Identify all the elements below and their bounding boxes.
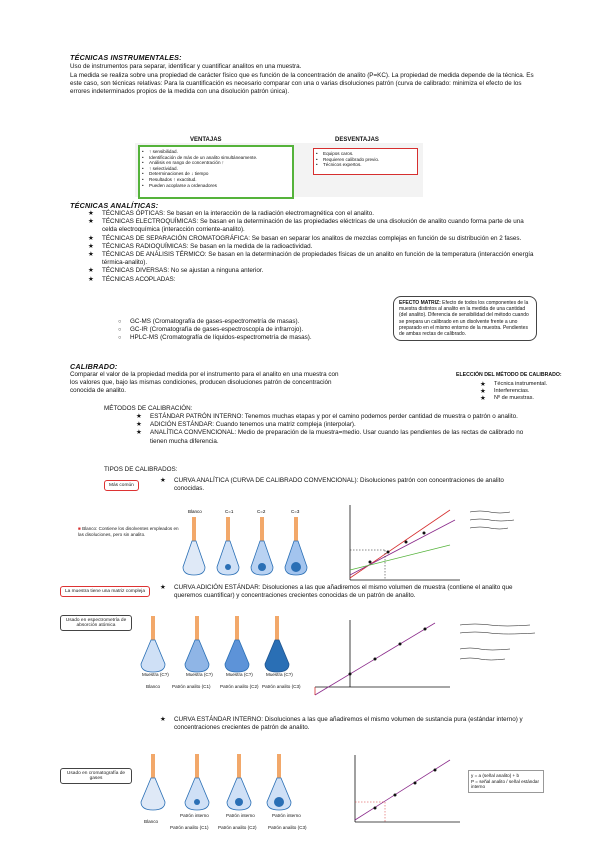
flask2-label: Muestra (C?) [186, 672, 213, 677]
tecnica-item: ★ TÉCNICAS DIVERSAS: No se ajustan a ninguna anterior. [86, 267, 392, 275]
flask2-label: Muestra (C?) [266, 672, 293, 677]
estandar-formula-1: y = a (señal analito) + b [471, 773, 520, 778]
ventaja-item: • Análisis en rango de concentración ↑ [140, 160, 292, 166]
tag-mas-comun: Más común [104, 480, 139, 491]
metodos-title: MÉTODOS DE CALIBRACIÓN: [104, 405, 193, 412]
flask-estandar-1 [185, 754, 209, 810]
acoplada-item: ○ HPLC-MS (Cromatografía de líquidos-espectrometría de masas). [118, 334, 408, 342]
section-title-calibrado: CALIBRADO: [70, 362, 118, 371]
flask2-label: Muestra (C?) [226, 672, 253, 677]
eleccion-title: ELECCIÓN DEL MÉTODO DE CALIBRADO: [456, 372, 562, 378]
ventaja-item: • Determinaciones de ↓ tiempo [140, 171, 292, 177]
chart-estandar-interno [340, 750, 480, 832]
ventajas-box [138, 145, 294, 199]
flask-label: C=1 [225, 509, 234, 514]
flasks-estandar [125, 750, 325, 820]
curva-adicion-text: ★ CURVA ADICIÓN ESTÁNDAR: Disoluciones a las que añadiremos el mismo volumen de muestra (contiene el analito que queremos cuantificar) y concentraciones crecientes conocidas de un patrón de analito. [158, 584, 536, 600]
ventajas-title: VENTAJAS [190, 137, 222, 143]
line-red [350, 510, 450, 578]
ventaja-item: • Pueden acoplarse a ordenadores [140, 183, 292, 189]
tecnica-item: ★ TÉCNICAS DE SEPARACIÓN CROMATOGRÁFICA: Se basan en separar los analitos de mezclas complejas en función de su distribución en 2 fases. [86, 235, 534, 243]
tipos-title: TIPOS DE CALIBRADOS: [104, 466, 178, 473]
flask3-label: Patrón interno [180, 813, 209, 818]
flask-label: Blanco [188, 509, 202, 514]
flask-estandar-2 [227, 754, 251, 810]
tecnica-item: ★ TÉCNICAS RADIOQUÍMICAS: Se basan en la medida de la radioactividad. [86, 243, 534, 251]
desventajas-box [313, 148, 418, 175]
flask-adicion-1 [185, 616, 209, 672]
flask3-label: Patrón interno [272, 813, 301, 818]
ventaja-item: • ↑ selectividad. [140, 166, 292, 172]
flask3-sublabel: Patrón analito (C2) [218, 825, 257, 830]
eleccion-item: ★ Interferencias. [478, 388, 578, 395]
flask-c3 [285, 509, 307, 575]
desventaja-item: • Técnicos expertos. [314, 162, 417, 168]
blanco-marker: ■ [78, 526, 81, 531]
flask-blanco [183, 509, 205, 575]
tag-matriz-compleja: La muestra tiene una matriz compleja [60, 586, 150, 597]
flasks-adicion [125, 612, 315, 690]
metodo-item: ★ ANALÍTICA CONVENCIONAL: Medio de preparación de la muestra=medio. Usar cuando las pendientes de las rectas de calibrado no tienen mucha diferencia. [134, 429, 534, 445]
chart-curva-adicion [310, 615, 540, 700]
flask-c1 [217, 509, 239, 575]
desventaja-item: • Requieren calibrado previo. [314, 157, 417, 163]
tecnica-item: ★ TÉCNICAS ÓPTICAS: Se basan en la interacción de la radiación electromagnética con el analito. [86, 210, 534, 218]
ventaja-item: • Identificación de más de un analito simultáneamente. [140, 155, 292, 161]
estandar-formula-2: P = señal analito / señal estándar interno [471, 778, 539, 790]
eleccion-item: ★ Técnica instrumental. [478, 381, 578, 388]
tecnicas-list [86, 210, 534, 284]
estandar-formula-box [468, 770, 544, 793]
efecto-matriz-label: EFECTO MATRIZ: [399, 300, 441, 306]
flask3-sublabel: Patrón analito (C1) [170, 825, 209, 830]
flask-estandar-3 [267, 754, 291, 810]
ventaja-item: • ↑ sensibilidad. [140, 149, 292, 155]
desventaja-item: • Equipos caros. [314, 151, 417, 157]
flasks-analitica [180, 505, 330, 585]
curva-estandar-text: ★ CURVA ESTÁNDAR INTERNO: Disoluciones a las que añadiremos el mismo volumen de sustancia pura (estándar interno) y concentraciones crecientes de patrón de analito. [158, 716, 536, 732]
eleccion-item: ★ Nº de muestras. [478, 395, 578, 402]
tecnica-item: ★ TÉCNICAS ACOPLADAS: [86, 276, 534, 284]
efecto-matriz-text: Efecto de todos los componentes de la muestra distintos al analito en la medida de una cantidad (del analito). Diferencia de sensibilidad del método cuando se prepara un calibrado en un disolvente frente a uno preparado en el mismo entorno de la muestra. Pendientes de ambas rectas de calibrado. [399, 300, 529, 338]
flask3-label: Blanco [144, 819, 159, 824]
curva-analitica [158, 477, 534, 493]
flask2-sublabel: Patrón analito (C2) [220, 684, 259, 689]
desventajas-list [314, 151, 417, 168]
flask-adicion-2 [225, 616, 249, 672]
flask-label: C=2 [257, 509, 266, 514]
ventajas-list [140, 149, 292, 188]
blanco-note [78, 526, 183, 537]
tag-cromatografia-gases: Usado en cromatografía de gases [60, 768, 132, 784]
flask-adicion-0 [141, 616, 165, 672]
eleccion-list [478, 381, 578, 402]
efecto-matriz-note [393, 296, 537, 341]
chart-curva-analitica [330, 500, 540, 590]
metodo-item: ★ ESTÁNDAR PATRÓN INTERNO: Tenemos muchas etapas y por el camino podemos perder cantidad de muestra o patrón o analito. [134, 413, 534, 421]
flask2-sublabel: Blanco [146, 684, 161, 689]
metodo-item: ★ ADICIÓN ESTÁNDAR: Cuando tenemos una matriz compleja (interpolar). [134, 421, 534, 429]
paragraph-uso: Uso de instrumentos para separar, identificar y cuantificar analitos en una muestra. [70, 63, 302, 70]
flask-adicion-3 [265, 616, 289, 672]
desventajas-title: DESVENTAJAS [335, 137, 379, 143]
tecnica-item: ★ TÉCNICAS ELECTROQUÍMICAS: Se basan en la determinación de las propiedades eléctricas de una disolución de analito cuando forma parte de una celda electroquímica (interacción corriente-analito). [86, 218, 534, 234]
curva-estandar-interno [158, 716, 536, 732]
calibrado-paragraph: Comparar el valor de la propiedad medida por el instrumento para el analito en una muestra con los valores que, bajo las mismas condiciones, producen disoluciones patrón de concentración conocida de analito. [70, 371, 339, 395]
flask2-label: Muestra (C?) [142, 672, 169, 677]
curva-analitica-text: ★ CURVA ANALÍTICA (CURVA DE CALIBRADO CONVENCIONAL): Disoluciones patrón con concentraciones de analito conocidas. [158, 477, 534, 493]
section-title-analiticas: TÉCNICAS ANALÍTICAS: [70, 201, 159, 210]
curva-adicion [158, 584, 536, 600]
tag-absorcion-atomica: Usado en espectrometría de absorción atómica [60, 615, 132, 631]
acopladas-list [118, 318, 408, 343]
flask-label: C=3 [291, 509, 300, 514]
flask2-sublabel: Patrón analito (C3) [262, 684, 301, 689]
flask-estandar-0 [141, 754, 165, 810]
flask2-sublabel: Patrón analito (C1) [172, 684, 211, 689]
flask3-sublabel: Patrón analito (C3) [268, 825, 307, 830]
metodos-list [134, 413, 534, 446]
section-title-instrumentales: TÉCNICAS INSTRUMENTALES: [70, 53, 182, 62]
blanco-note-text: Blanco: Contiene los disolventes empleados en las disoluciones, pero sin analito. [78, 526, 179, 537]
flask-c2 [251, 509, 273, 575]
acoplada-item: ○ GC-MS (Cromatografía de gases-espectrometría de masas). [118, 318, 408, 326]
tecnica-item: ★ TÉCNICAS DE ANÁLISIS TÉRMICO: Se basan en la determinación de propiedades físicas de un analito en función de la temperatura (interacción energía térmica-analito). [86, 251, 534, 267]
flask3-label: Patrón interno [226, 813, 255, 818]
paragraph-medida: La medida se realiza sobre una propiedad de carácter físico que es función de la concentración de analito (P=KC). La propiedad de medida depende de la técnica. Es este caso, son técnicas relativas: Para la cuantificación es necesario comparar con una o varias disoluciones patrón (curva de calibrado: minimiza el efecto de los errores indeterminados propios de la medida con una disolución patrón única). [70, 72, 534, 96]
ventaja-item: • Resultados ↑ exactitud. [140, 177, 292, 183]
acoplada-item: ○ GC-IR (Cromatografía de gases-espectroscopía de infrarrojo). [118, 326, 408, 334]
